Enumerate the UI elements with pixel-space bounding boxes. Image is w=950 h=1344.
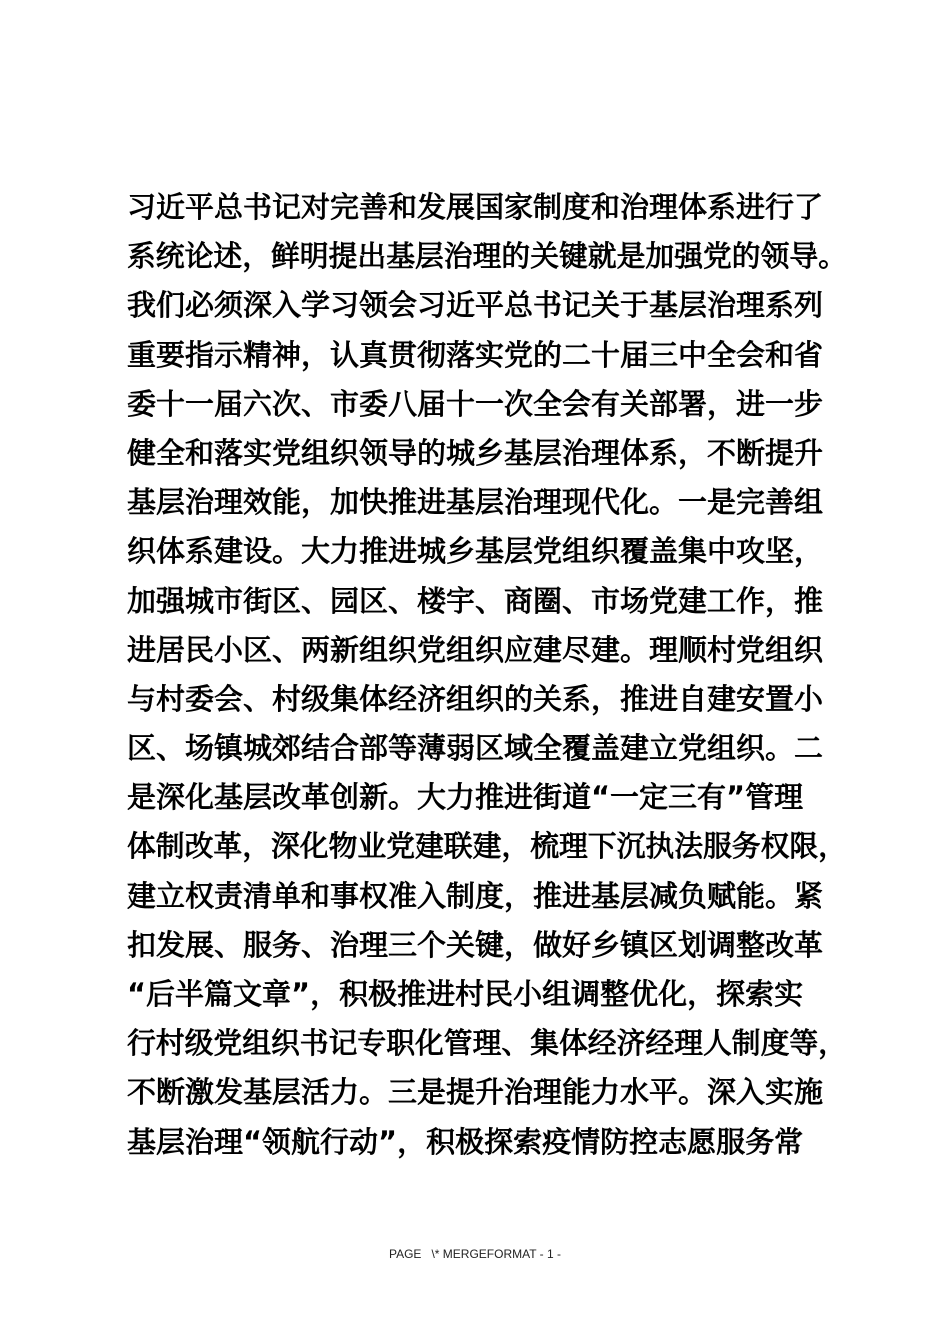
paragraph-line: 委十一届六次、市委八届十一次全会有关部署，进一步	[127, 386, 824, 421]
paragraph-line: 系统论述，鲜明提出基层治理的关键就是加强党的领导。	[127, 239, 847, 274]
paragraph-line: 建立权责清单和事权准入制度，推进基层减负赋能。紧	[127, 878, 824, 913]
paragraph-line: 织体系建设。大力推进城乡基层党组织覆盖集中攻坚，	[127, 534, 824, 569]
body-paragraph	[127, 183, 847, 1167]
paragraph-line: 基层治理效能，加快推进基层治理现代化。一是完善组	[127, 485, 824, 520]
paragraph-line: 基层治理“领航行动”，积极探索疫情防控志愿服务常	[127, 1124, 804, 1159]
paragraph-line: 区、场镇城郊结合部等薄弱区域全覆盖建立党组织。二	[127, 731, 824, 766]
paragraph-line: 重要指示精神，认真贯彻落实党的二十届三中全会和省	[127, 337, 824, 372]
paragraph-line: “后半篇文章”，积极推进村民小组调整优化，探索实	[127, 977, 804, 1011]
paragraph-line: 扣发展、服务、治理三个关键，做好乡镇区划调整改革	[127, 927, 824, 962]
paragraph-line: 是深化基层改革创新。大力推进街道“一定三有”管理	[127, 780, 804, 815]
paragraph-line: 不断激发基层活力。三是提升治理能力水平。深入实施	[127, 1075, 824, 1110]
page-footer: PAGE \* MERGEFORMAT - 1 -	[388, 1247, 562, 1261]
paragraph-line: 我们必须深入学习领会习近平总书记关于基层治理系列	[127, 288, 824, 323]
paragraph-line: 体制改革，深化物业党建联建，梳理下沉执法服务权限，	[127, 829, 847, 864]
paragraph-line: 与村委会、村级集体经济组织的关系，推进自建安置小	[127, 681, 824, 716]
paragraph-line: 加强城市街区、园区、楼宇、商圈、市场党建工作，推	[127, 583, 824, 618]
paragraph-line: 健全和落实党组织领导的城乡基层治理体系，不断提升	[127, 435, 824, 470]
paragraph-line: 行村级党组织书记专职化管理、集体经济经理人制度等，	[127, 1026, 847, 1061]
paragraph-line: 习近平总书记对完善和发展国家制度和治理体系进行了	[127, 190, 824, 224]
paragraph-line: 进居民小区、两新组织党组织应建尽建。理顺村党组织	[127, 632, 824, 667]
